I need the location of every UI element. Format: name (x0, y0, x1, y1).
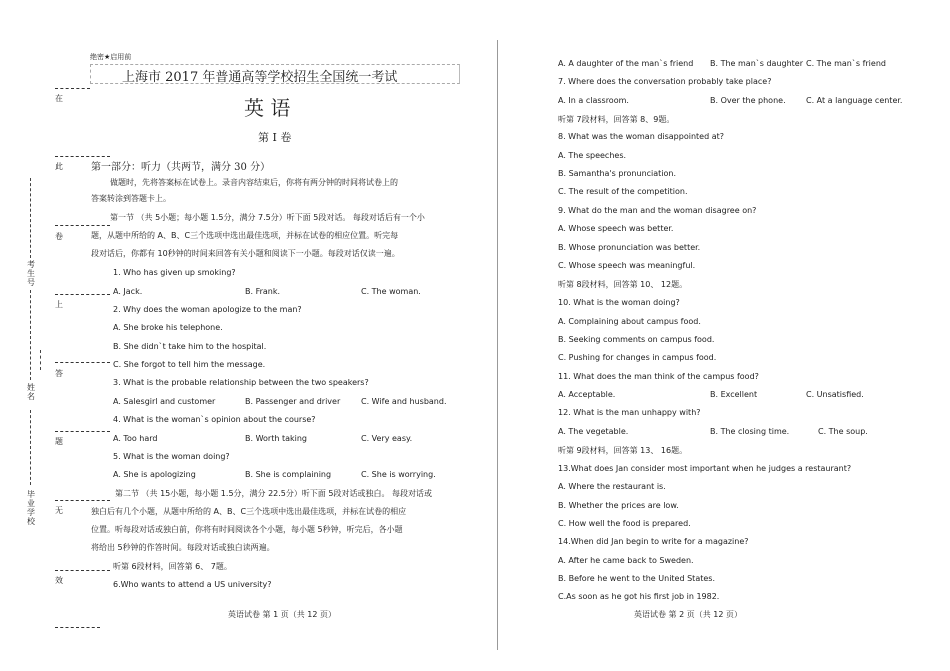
binding-dash (55, 294, 110, 295)
instructions-line: 答案转涂到答题卡上。 (91, 194, 171, 203)
option-c[interactable]: C. Unsatisfied. (806, 390, 864, 399)
subject-title: 英 语 (244, 96, 291, 120)
option-a[interactable]: A. Salesgirl and customer (113, 397, 216, 406)
option-b[interactable]: B. She didn`t take him to the hospital. (113, 342, 267, 351)
question-stem: 1. Who has given up smoking? (113, 268, 236, 277)
option-c[interactable]: C. How well the food is prepared. (558, 519, 691, 528)
option-b[interactable]: B. Whether the prices are low. (558, 501, 679, 510)
binding-char: 在 (55, 94, 63, 103)
option-b[interactable]: B. Worth taking (245, 434, 307, 443)
option-c[interactable]: C. The man`s friend (806, 59, 886, 68)
listen-instruction: 听第 6段材料，回答第 6、 7题。 (113, 562, 232, 571)
question-stem: 14.When did Jan begin to write for a magazine? (558, 537, 749, 546)
option-b[interactable]: B. The man`s daughter (710, 59, 804, 68)
question-stem: 7. Where does the conversation probably take place? (558, 77, 772, 86)
binding-dash (55, 627, 100, 628)
question-stem: 3. What is the probable relationship between the two speakers? (113, 378, 369, 387)
binding-char: 无 (55, 506, 63, 515)
listen-instruction: 听第 9段材料，回答第 13、 16题。 (558, 446, 688, 455)
option-b[interactable]: B. Whose pronunciation was better. (558, 243, 701, 252)
section1-line: 第一节 （共 5小题；每小题 1.5分，满分 7.5分）听下面 5段对话。 每段对话后有一个小 (110, 213, 425, 222)
option-a[interactable]: A. Whose speech was better. (558, 224, 674, 233)
part1-title: 第一部分：听力（共两节，满分 30 分） (91, 162, 271, 173)
option-a[interactable]: A. Jack. (113, 287, 143, 296)
section2-line: 位置。听每段对话或独白前，你将有时间阅读各个小题，每小题 5秒钟，听完后，各小题 (91, 525, 403, 534)
binding-dash (55, 225, 110, 226)
listen-instruction: 听第 7段材料，回答第 8、9题。 (558, 115, 675, 124)
section1-line: 段对话后，你都有 10秒钟的时间来回答有关小题和阅读下一小题。每段对话仅读一遍。 (91, 249, 400, 258)
page-footer: 英语试卷 第 2 页（共 12 页） (634, 610, 742, 619)
option-b[interactable]: B. Samantha's pronunciation. (558, 169, 677, 178)
volume-title: 第 I 卷 (258, 131, 292, 144)
binding-char: 效 (55, 576, 63, 585)
binding-char: 答 (55, 369, 63, 378)
question-stem: 4. What is the woman`s opinion about the course? (113, 415, 316, 424)
binding-dash (55, 570, 110, 571)
question-stem: 6.Who wants to attend a US university? (113, 580, 272, 589)
binding-dash (55, 156, 110, 157)
option-c[interactable]: C. At a language center. (806, 96, 903, 105)
option-c[interactable]: C. Whose speech was meaningful. (558, 261, 696, 270)
binding-char: 此 (55, 162, 63, 171)
section1-line: 题，从题中所给的 A、B、C三个选项中选出最佳选项，并标在试卷的相应位置。听完每 (91, 231, 399, 240)
school-label: 毕业学校 (27, 490, 35, 526)
option-a[interactable]: A. Where the restaurant is. (558, 482, 666, 491)
section2-line: 将给出 5秒钟的作答时间。每段对话或独白读两遍。 (91, 543, 275, 552)
instructions-line: 做题时，先将答案标在试卷上。录音内容结束后，你将有两分钟的时间将试卷上的 (110, 178, 398, 187)
option-b[interactable]: B. Before he went to the United States. (558, 574, 715, 583)
option-a[interactable]: A. She broke his telephone. (113, 323, 223, 332)
option-c[interactable]: C.As soon as he got his first job in 1982. (558, 592, 720, 601)
option-b[interactable]: B. Excellent (710, 390, 758, 399)
option-a[interactable]: A. Acceptable. (558, 390, 616, 399)
option-c[interactable]: C. The soup. (818, 427, 868, 436)
option-c[interactable]: C. Pushing for changes in campus food. (558, 353, 717, 362)
option-c[interactable]: C. She is worrying. (361, 470, 436, 479)
option-b[interactable]: B. She is complaining (245, 470, 332, 479)
exam-title: 上海市 2017 年普通高等学校招生全国统一考试 (122, 70, 398, 85)
binding-dash (55, 431, 110, 432)
question-stem: 13.What does Jan consider most important when he judges a restaurant? (558, 464, 852, 473)
question-stem: 2. Why does the woman apologize to the man? (113, 305, 302, 314)
fill-line[interactable] (30, 290, 31, 380)
option-b[interactable]: B. Over the phone. (710, 96, 786, 105)
secrecy-label: 绝密★启用前 (90, 53, 132, 61)
option-c[interactable]: C. The woman. (361, 287, 421, 296)
listen-instruction: 听第 8段材料，回答第 10、 12题。 (558, 280, 688, 289)
question-stem: 12. What is the man unhappy with? (558, 408, 701, 417)
student-id-label: 考生号 (27, 260, 35, 287)
question-stem: 8. What was the woman disappointed at? (558, 132, 724, 141)
question-stem: 11. What does the man think of the campus food? (558, 372, 759, 381)
option-c[interactable]: C. The result of the competition. (558, 187, 688, 196)
name-label: 姓名 (27, 383, 35, 401)
option-b[interactable]: B. Passenger and driver (245, 397, 341, 406)
option-a[interactable]: A. After he came back to Sweden. (558, 556, 694, 565)
option-a[interactable]: A. A daughter of the man`s friend (558, 59, 694, 68)
option-b[interactable]: B. The closing time. (710, 427, 790, 436)
option-c[interactable]: C. Very easy. (361, 434, 413, 443)
question-stem: 9. What do the man and the woman disagree on? (558, 206, 757, 215)
option-a[interactable]: A. In a classroom. (558, 96, 629, 105)
page-footer: 英语试卷 第 1 页（共 12 页） (228, 610, 336, 619)
binding-dash (55, 362, 110, 363)
option-c[interactable]: C. She forgot to tell him the message. (113, 360, 266, 369)
binding-dash (55, 500, 110, 501)
binding-dash (55, 88, 90, 89)
option-a[interactable]: A. Too hard (113, 434, 158, 443)
binding-char: 上 (55, 300, 63, 309)
option-a[interactable]: A. The vegetable. (558, 427, 629, 436)
section2-line: 独白后有几个小题，从题中所给的 A、B、C三个选项中选出最佳选项，并标在试卷的相应 (91, 507, 407, 516)
binding-char: 题 (55, 437, 63, 446)
fill-line[interactable] (30, 178, 31, 258)
question-stem: 10. What is the woman doing? (558, 298, 680, 307)
section2-line: 第二节 （共 15小题，每小题 1.5分，满分 22.5分）听下面 5段对话或独白。 每段对话或 (115, 489, 433, 498)
option-b[interactable]: B. Frank. (245, 287, 281, 296)
option-c[interactable]: C. Wife and husband. (361, 397, 447, 406)
fill-line[interactable] (40, 350, 41, 370)
option-a[interactable]: A. Complaining about campus food. (558, 317, 701, 326)
option-b[interactable]: B. Seeking comments on campus food. (558, 335, 715, 344)
page-divider (497, 40, 498, 650)
option-a[interactable]: A. She is apologizing (113, 470, 196, 479)
fill-line[interactable] (30, 410, 31, 485)
option-a[interactable]: A. The speeches. (558, 151, 627, 160)
binding-char: 卷 (55, 232, 63, 241)
question-stem: 5. What is the woman doing? (113, 452, 230, 461)
